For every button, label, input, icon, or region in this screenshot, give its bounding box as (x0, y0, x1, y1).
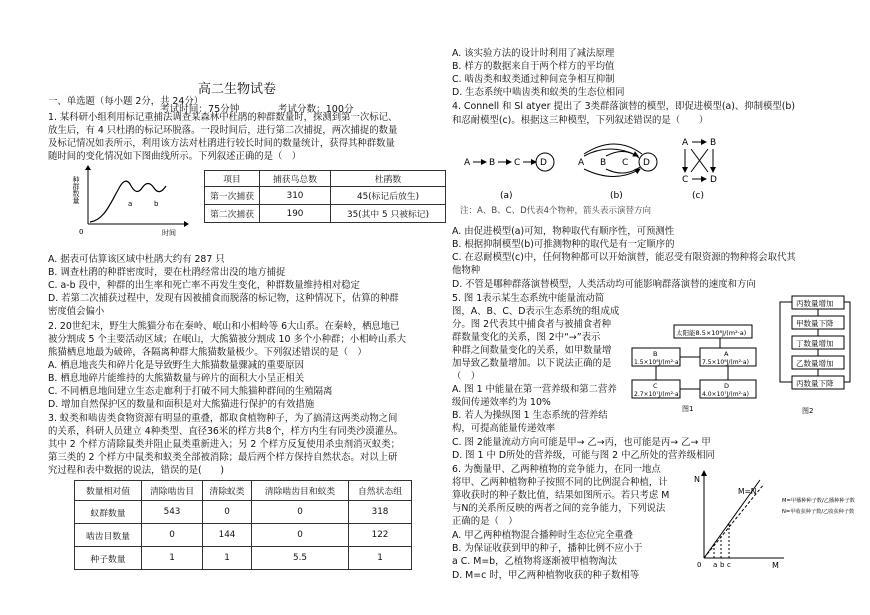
table-cell: 318 (349, 501, 412, 524)
svg-text:A: A (464, 158, 471, 168)
q6-competition-graph (694, 470, 862, 570)
svg-text:太阳能8.5×10⁸J/(m²·a): 太阳能8.5×10⁸J/(m²·a) (676, 329, 747, 337)
q3-stem-line: 其中 2 个样方清除鼠类并阻止鼠类重新进入；另 2 个样方反复使用杀虫剂消灭蚁类； (48, 439, 400, 450)
q2-option: D. 增加自然保护区的数量和面积是对大熊猫进行保护的有效措施 (48, 399, 315, 410)
q3-option: A. 该实验方法的设计时利用了减法原理 (452, 48, 615, 59)
table-header: 自然状态组 (349, 481, 412, 501)
table-header: 清除啮齿目和蚁类 (252, 481, 349, 501)
q6-stem-line: 与N的关系所反映的两者之间的竞争能力，下列说法 (452, 503, 666, 514)
svg-text:B: B (710, 138, 717, 148)
svg-text:B: B (489, 158, 496, 168)
q3-stem-line: 3. 蚁类和啮齿类食物资源有明显的重叠，都取食植物种子，为了搞清这两类动物之间 (48, 413, 398, 424)
figure1-caption: 图1 (682, 405, 694, 413)
svg-text:C: C (622, 158, 629, 168)
q3-option: B. 样方的数据来自于两个样方的平均值 (452, 61, 615, 72)
q5-stem-line: 群数量变化的关系，图 2中“→”表示 (452, 332, 601, 343)
table-header: 项目 (205, 171, 260, 187)
table-header: 清除啮齿目 (142, 481, 203, 501)
table-cell: 0 (203, 501, 252, 524)
q6-line-label: M=N (738, 487, 757, 496)
q4-succession-diagram (460, 132, 760, 214)
table-cell: 1 (203, 547, 252, 570)
q5-stem-line: 分。图 2代表其中捕食者与被捕食者种 (452, 319, 611, 330)
q1-graph-origin: 0 (79, 228, 84, 236)
table-cell: 5.5 (252, 547, 349, 570)
q5-stem-line: 种群之间数量变化的关系，如甲数量增 (452, 345, 612, 356)
svg-text:C: C (682, 175, 689, 185)
q1-stem-line: 1. 某科研小组利用标记重捕法调查某森林中杜鹃的种群数量时，探测到第一次标记、 (48, 112, 398, 123)
q4-option: B. 根据抑制模型(b)可推测物种的取代是有一定顺序的 (452, 239, 675, 250)
diagram-label-b: (b) (610, 191, 623, 201)
q2-option: C. 不同栖息地间建立生态走廊利于打破不同大熊猫种群间的生殖隔离 (48, 386, 333, 397)
q1-capture-table (204, 170, 446, 223)
table-cell: 种子数量 (75, 547, 142, 570)
svg-text:D: D (643, 158, 650, 168)
table-cell: 1 (349, 547, 412, 570)
q2-stem-line: 被分割成 5 个主要活动区域；在岷山，大熊猫被分割成 10 多个小种群；小相岭山系大 (48, 334, 406, 345)
q3-option: D. 生态系统中啮齿类和蚁类的生态位相同 (452, 87, 625, 98)
svg-text:D: D (540, 158, 547, 168)
svg-text:丙数量下降: 丙数量下降 (796, 379, 834, 388)
svg-text:丙数量增加: 丙数量增加 (796, 299, 834, 308)
svg-text:A: A (578, 158, 585, 168)
table-cell: 35(其中 5 只被标记) (331, 205, 446, 223)
q1-population-graph (74, 164, 194, 236)
q6-legend-n: N=甲收获种子数/乙收获种子数 (782, 509, 855, 515)
svg-text:丁数量增加: 丁数量增加 (796, 339, 834, 348)
table-header: 数量相对值 (75, 481, 142, 501)
q1-stem-line: 随时间的变化情况如下图曲线所示。下列叙述正确的是（ ） (48, 151, 302, 162)
table-cell: 0 (252, 524, 349, 547)
svg-text:D: D (710, 175, 717, 185)
q5-option: 构，可提高能量传递效率 (452, 423, 556, 434)
table-cell: 第二次捕获 (205, 205, 260, 223)
q6-legend-m: M=甲播种种子数/乙播种种子数 (782, 498, 855, 504)
section-heading: 一、单选题（每小题 2分，共 24分） (48, 96, 204, 107)
q6-stem-line: 6. 为衡量甲、乙两种植物的竞争能力，在同一地点 (452, 464, 661, 475)
svg-text:a: a (128, 200, 133, 208)
svg-text:乙数量增加: 乙数量增加 (796, 359, 834, 368)
q6-option: A. 甲乙两种植物混合播种时生态位完全重叠 (452, 530, 633, 541)
svg-text:b: b (720, 561, 725, 569)
q1-option: A. 据表可估算该区域中杜鹃大约有 287 只 (48, 254, 225, 265)
svg-text:c: c (727, 561, 731, 569)
q1-option: 密度值会偏小 (48, 306, 105, 317)
q5-option: C. 图 2能量流动方向可能是甲→ 乙→丙，也可能是丙→ 乙→ 甲 (452, 437, 711, 448)
q1-option: C. a-b 段中，种群的出生率和死亡率不再发生变化，种群数量维持相对稳定 (48, 280, 360, 291)
q2-stem-line: 熊猫栖息地最为破碎，各隔离种群大熊猫数量极少。下列叙述错误的是（ ） (48, 347, 367, 358)
q6-option: B. 为保证收获到甲的种子，播种比例不应小于 (452, 543, 643, 554)
table-header: 杜鹃数 (331, 171, 446, 187)
q1-graph-xlabel: 时间 (162, 229, 176, 237)
q6-option: D. M=c 时，甲乙两种植物收获的种子数相等 (452, 570, 640, 581)
table-cell: 0 (252, 501, 349, 524)
q1-option: B. 调查杜鹃的种群密度时，要在杜鹃经常出没的地方捕捉 (48, 267, 286, 278)
diagram-label-a: (a) (500, 191, 513, 201)
q6-xlabel: M (772, 561, 779, 570)
svg-text:B: B (600, 158, 607, 168)
exam-info: 考试时间：75分钟 考试分数：100分 (160, 104, 354, 115)
diagram-label-c: (c) (692, 191, 704, 201)
q3-option: C. 啮齿类和蚁类通过种间竞争相互抑制 (452, 74, 615, 85)
q1-option: D. 若第二次捕获过程中，发现有因被捕食而脱落的标记物，这种情况下，估算的种群 (48, 293, 399, 304)
svg-text:1.5×10⁸J/(m²·a): 1.5×10⁸J/(m²·a) (634, 359, 681, 366)
q2-option: B. 栖息地碎片能维持的大熊猫数量与碎片的面积大小呈正相关 (48, 373, 305, 384)
svg-text:A: A (724, 350, 729, 358)
table-header: 捕获鸟总数 (260, 171, 331, 187)
q3-stem-line: 第三类的 2 个样方中鼠类和蚁类全部被消除；最后两个样方保持自然状态。对以上研 (48, 452, 398, 463)
q3-stem-line: 的关系，科研人员建立 4种类型、直径36米的样方共8个，样方内生有同类沙漠灌丛。 (48, 426, 403, 437)
table-cell: 144 (203, 524, 252, 547)
q4-option: 他物种 (452, 265, 481, 276)
svg-text:C: C (514, 158, 521, 168)
table-cell: 190 (260, 205, 331, 223)
table-cell: 第一次捕获 (205, 187, 260, 205)
q5-stem-line: 5. 图 1表示某生态系统中能量流动简 (452, 293, 605, 304)
table-cell: 122 (349, 524, 412, 547)
page-title: 高二生物试卷 (198, 82, 277, 97)
svg-text:4.0×10⁷J/(m²·a): 4.0×10⁷J/(m²·a) (702, 391, 749, 398)
q6-stem-line: 算收获时的种子数比值，结果如图所示。若只考虑 M (452, 490, 670, 501)
svg-text:2.7×10⁷J/(m²·a): 2.7×10⁷J/(m²·a) (634, 391, 681, 398)
q3-data-table (74, 480, 412, 570)
svg-text:0: 0 (697, 561, 702, 569)
q4-note: 注：A、B、C、D代表4个物种，箭头表示演替方向 (460, 206, 652, 216)
q1-graph-ylabel: 种群数量 (72, 176, 80, 204)
q6-ylabel: N (694, 475, 700, 484)
svg-text:a: a (713, 561, 718, 569)
svg-text:C: C (653, 382, 658, 390)
svg-text:b: b (154, 200, 159, 208)
table-cell: 45(标记后放生) (331, 187, 446, 205)
q6-stem-line: 正确的是（ ） (452, 516, 518, 527)
q5-stem-line: （ ） (452, 371, 481, 382)
svg-text:甲数量下降: 甲数量下降 (796, 319, 834, 328)
table-cell: 蚁群数量 (75, 501, 142, 524)
table-cell: 1 (142, 547, 203, 570)
q4-option: A. 由促进模型(a)可知，物种取代有顺序性，可预测性 (452, 226, 675, 237)
q4-option: D. 不管是哪种群落演替模型，人类活动均可能影响群落演替的速度和方向 (452, 279, 756, 290)
table-header: 清除蚁类 (203, 481, 252, 501)
svg-text:7.5×10⁸J/(m²·a): 7.5×10⁸J/(m²·a) (702, 359, 749, 366)
q4-option: C. 在忍耐模型(c)中，任何物种都可以开始演替，能忍受有限资源的物种将会取代其 (452, 252, 796, 263)
figure2-caption: 图2 (802, 407, 814, 415)
q5-stem-line: 图，A、B、C、D表示生态系统的组成成 (452, 306, 620, 317)
q4-stem-line: 4. Connell 和 Sl atyer 提出了 3类群落演替的模型，即促进模型(a)、抑制模型(b) (452, 101, 796, 112)
q2-option: A. 栖息地丧失和碎片化是导致野生大熊猫数量骤减的重要原因 (48, 360, 304, 371)
q5-option: B. 若人为操纵图 1 生态系统的营养结 (452, 410, 608, 421)
q5-option: A. 图 1 中能量在第一营养级和第二营养 (452, 384, 617, 395)
q1-stem-line: 及标记情况如表所示，利用该方法对杜鹃进行较长时间的数量统计，获得其种群数量 (48, 138, 395, 149)
table-cell: 0 (142, 524, 203, 547)
svg-text:A: A (682, 138, 689, 148)
table-cell: 啮齿目数量 (75, 524, 142, 547)
q6-option: a C. M=b，乙植物将逐渐被甲植物淘汰 (452, 556, 618, 567)
svg-text:B: B (653, 350, 658, 358)
q1-stem-line: 放生后，有 4 只杜鹃的标记环脱落。一段时间后，进行第二次捕捉，两次捕捉的数量 (48, 125, 398, 136)
q2-stem-line: 2. 20世纪末，野生大熊猫分布在秦岭、岷山和小相岭等 6大山系。在秦岭，栖息地已 (48, 321, 400, 332)
q5-option: 级间传递效率约为 10% (452, 397, 551, 408)
q5-option: D. 图 1 中 D所处的营养级，可能与图 2 中乙所处的营养级相同 (452, 450, 715, 461)
q4-stem-line: 和忍耐模型(c)。根据这三种模型，下列叙述错误的是（ ） (452, 115, 709, 126)
q5-figure1-energy-flow (630, 322, 760, 414)
svg-text:D: D (724, 382, 730, 390)
q6-stem-line: 将甲、乙两种植物种子按照不同的比例混合种植，计 (452, 477, 668, 488)
table-cell: 543 (142, 501, 203, 524)
q3-stem-line: 究过程和表中数据的说法，错误的是( ) (48, 465, 225, 476)
table-cell: 310 (260, 187, 331, 205)
q5-figure2-population-cycle (772, 294, 852, 416)
q5-stem-line: 加导致乙数量增加。以下说法正确的是 (452, 358, 612, 369)
